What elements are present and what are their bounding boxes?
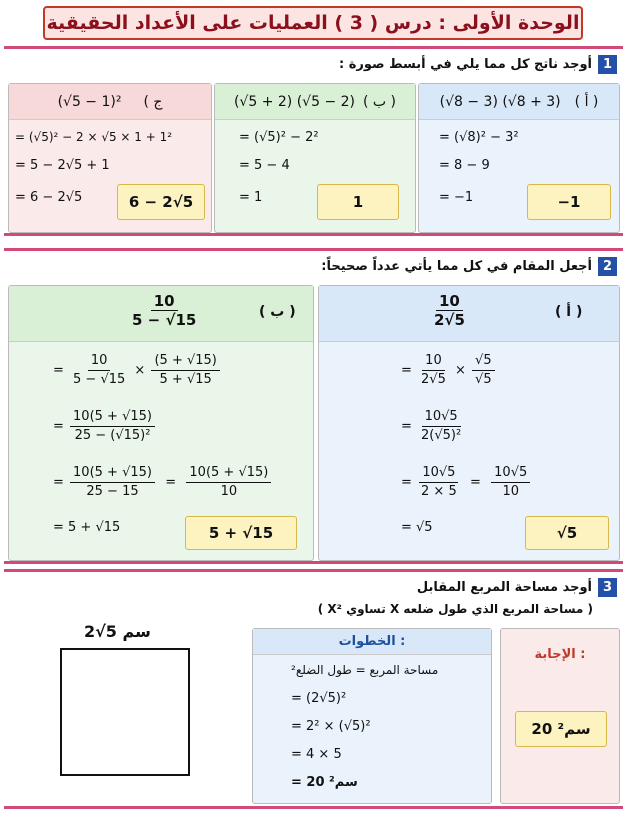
q1-part-a [418,83,620,233]
question-hint: ( مساحة المربع الذي طول ضلعه X تساوي X² ) [317,602,593,616]
answer-box: 6 − 2√5 [117,184,205,220]
steps-title: الخطوات : [253,629,491,655]
step-line: = −1 [439,190,474,205]
question-1-section [4,46,623,236]
question-number: 3 [598,578,617,597]
step-line: = $\frac{10(5 + √15)}{\text{25 − (√15)²}}$ [53,408,157,445]
step-line: مساحة المربع = طول الضلع² [291,663,439,677]
q1-part-b [214,83,416,233]
q2-part-b [8,285,314,561]
answer-title: الإجابة : [534,647,586,662]
answer-box: −1 [527,184,611,220]
question-number: 2 [598,257,617,276]
step-line: = $\frac{10}{2√5}$ × $\frac{√5}{√5}$ [401,352,497,389]
part-expression: (√5 + 2) (√5 − 2) [233,93,355,110]
square-shape [60,648,190,776]
step-line: = $\frac{10}{5 - √15}$ × $\frac{(5 + √15)}{5 + √15}$ [53,352,222,389]
step-line: = $\frac{10√5}{2 \times 5}$ = $\frac{10√5}{10}$ [401,464,532,501]
answer-box: √5 [525,516,609,550]
question-2-header [321,257,617,276]
question-number: 1 [598,55,617,74]
question-text: أوجد مساحة المربع المقابل [416,580,592,595]
step-line: = 8 − 9 [439,158,490,173]
part-expression: (√5 − 1)² [57,93,122,110]
fraction: $\frac{10}{2√5}$ [434,292,465,329]
lesson-title: الوحدة الأولى : درس ( 3 ) العمليات على الأعداد الحقيقية [43,6,583,40]
question-text: أوجد ناتج كل مما يلي في أبسط صورة : [338,57,592,72]
step-line: = 5 − 2√5 + 1 [15,158,110,173]
part-label: ( ج [143,93,163,110]
step-line: = 20 سم² [291,775,358,790]
step-line: = 4 × 5 [291,747,342,762]
step-line: = (2√5)² [291,691,347,706]
question-3-section [4,569,623,809]
question-2-section [4,248,623,564]
answer-box: 5 + √15 [185,516,297,550]
step-line: = 6 − 2√5 [15,190,83,205]
step-line: = 1 [239,190,263,205]
part-expression: (√8 − 3) (√8 + 3) [439,93,561,110]
answer-box: 1 [317,184,399,220]
part-label: ( أ ) [555,304,583,320]
part-label: ( ب ) [259,304,296,320]
answer-box: 20 سم² [515,711,607,747]
step-line: = (√5)² − 2² [239,130,319,145]
answer-panel [500,628,620,804]
question-3-header [417,578,617,597]
step-line: = $\frac{10(5 + √15)}{25 - 15}$ = $\frac{10(5 + √15)}{10}$ [53,464,273,501]
question-text: أجعل المقام في كل مما يأتي عدداً صحيحاً: [321,259,592,274]
step-line: = $\frac{10√5}{\text{2(√5)²}}$ [401,409,462,443]
step-line: = √5 [401,520,433,535]
steps-box [252,628,492,804]
part-label: ( أ ) [574,93,599,110]
step-line: = 2² × (√5)² [291,719,371,734]
step-line: = (√5)² − 2 × √5 × 1 + 1² [15,130,173,144]
side-length-label: 2√5 سم [84,622,151,641]
step-line: = 5 + √15 [53,520,121,535]
step-line: = 5 − 4 [239,158,290,173]
part-label: ( ب ) [363,93,397,110]
q2-part-a [318,285,620,561]
question-1-header [339,55,617,74]
q1-part-c [8,83,212,233]
fraction: $\frac{10}{5 - √15}$ [132,292,197,329]
step-line: = (√8)² − 3² [439,130,519,145]
